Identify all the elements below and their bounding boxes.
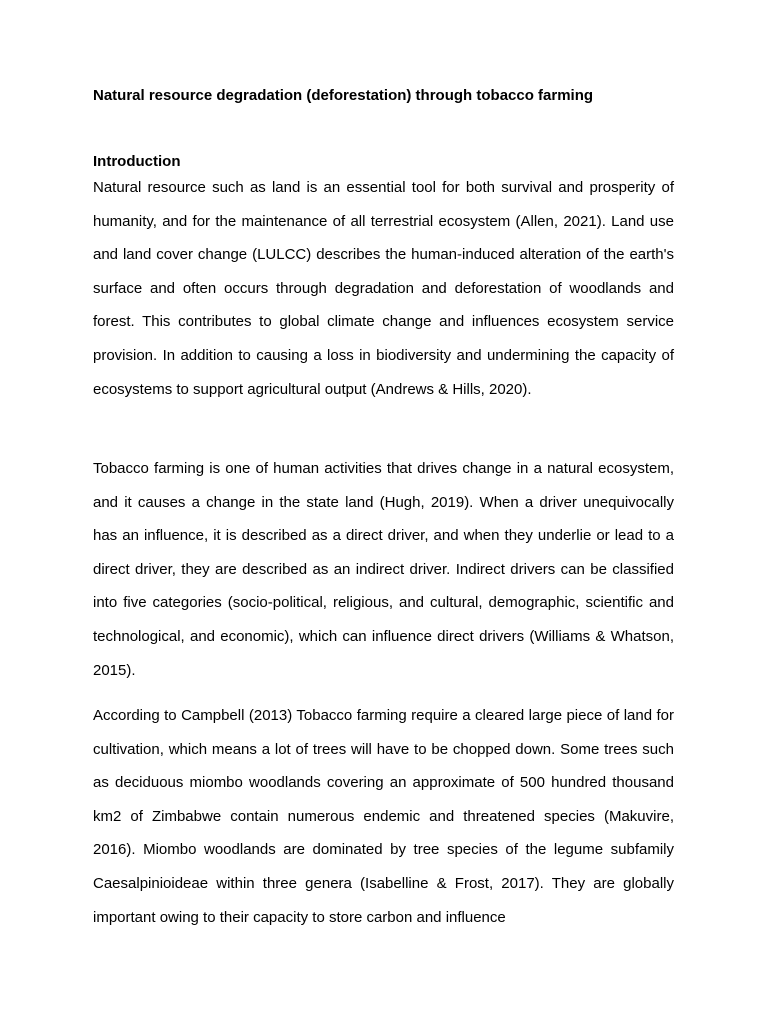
paragraph-1: Natural resource such as land is an essential tool for both survival and prosperity of humanity, and for the maintenance of all terrestrial ecosystem (Allen, 2021). Land use and land cover change (LULCC) describes the human-induced alteration of the earth's surface and often occurs through degradation and deforestation of woodlands and forest. This contributes to global climate change and influences ecosystem service provision. In addition to causing a loss in biodiversity and undermining the capacity of ecosystems to support agricultural output (Andrews & Hills, 2020).: [93, 179, 674, 398]
document-title: Natural resource degradation (deforestation) through tobacco farming: [93, 87, 594, 104]
paragraph-2: Tobacco farming is one of human activities that drives change in a natural ecosystem, and it causes a change in the state land (Hugh, 2019). When a driver unequivocally has an influence, it is described as a direct driver, and when they underlie or lead to a direct driver, they are described as an indirect driver. Indirect drivers can be classified into five categories (socio-political, religious, and cultural, demographic, scientific and technological, and economic), which can influence direct drivers (Williams & Whatson, 2015).: [93, 460, 674, 679]
section-heading-introduction: Introduction: [93, 153, 181, 170]
paragraph-3: According to Campbell (2013) Tobacco farming require a cleared large piece of land for cultivation, which means a lot of trees will have to be chopped down. Some trees such as deciduous miombo woodlands covering an approximate of 500 hundred thousand km2 of Zimbabwe contain numerous endemic and threatened species (Makuvire, 2016). Miombo woodlands are dominated by tree species of the legume subfamily Caesalpinioideae within three genera (Isabelline & Frost, 2017). They are globally important owing to their capacity to store carbon and influence: [93, 707, 674, 926]
